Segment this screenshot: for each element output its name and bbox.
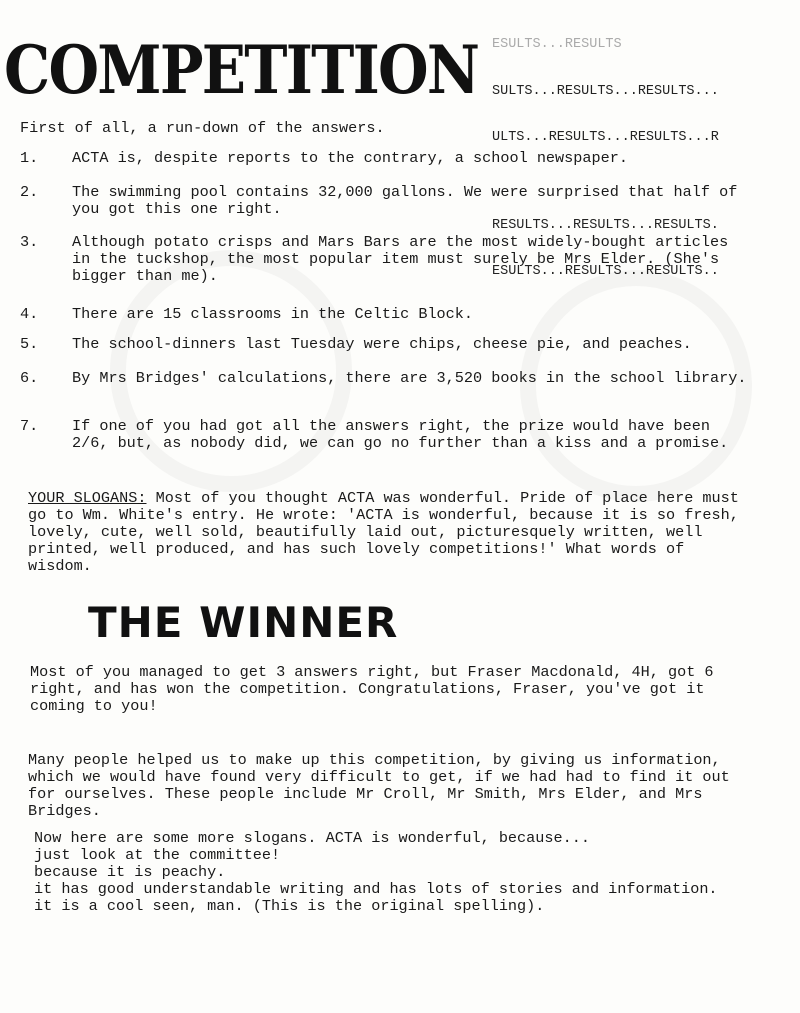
answer-text: By Mrs Bridges' calculations, there are 3,520 books in the school library. xyxy=(72,369,747,387)
answer-number: 5. xyxy=(20,335,39,353)
intro-text: First of all, a run-down of the answers. xyxy=(20,119,385,137)
answer-item xyxy=(20,150,750,167)
slogan-line: just look at the committee! xyxy=(34,846,281,864)
results-line: ESULTS...RESULTS xyxy=(492,37,622,52)
answer-number: 1. xyxy=(20,149,39,167)
slogans-text: Most of you thought ACTA was wonderful. Pride of place here must go to Wm. White's entry. He wrote: 'ACTA is wonderful, because it is so fresh, lovely, cute, well sold, beautifully laid out, picturesquely written, well printed, well produced, and has such lovely competitions!' What words of wisdom. xyxy=(28,489,739,575)
slogans-paragraph xyxy=(28,490,748,575)
results-line: SULTS...RESULTS...RESULTS... xyxy=(492,83,719,99)
answer-number: 6. xyxy=(20,369,39,387)
results-line: RESULTS...RESULTS...RESULTS. xyxy=(492,217,719,233)
winner-text: Most of you managed to get 3 answers right, but Fraser Macdonald, 4H, got 6 right, and has won the competition. Congratulations, Fraser, you've got it coming to you! xyxy=(30,663,714,715)
slogan-line: because it is peachy. xyxy=(34,863,226,881)
answer-number: 7. xyxy=(20,417,39,435)
answer-item xyxy=(20,336,750,353)
slogans-label: YOUR SLOGANS: xyxy=(28,489,147,507)
slogan-line: it is a cool seen, man. (This is the original spelling). xyxy=(34,897,545,915)
answer-text: The school-dinners last Tuesday were chips, cheese pie, and peaches. xyxy=(72,335,692,353)
slogan-line: Now here are some more slogans. ACTA is wonderful, because... xyxy=(34,829,590,847)
answer-item xyxy=(20,418,750,452)
answer-number: 4. xyxy=(20,305,39,323)
answer-text: ACTA is, despite reports to the contrary, a school newspaper. xyxy=(72,149,628,167)
winner-heading: THE WINNER xyxy=(88,598,399,647)
more-slogans xyxy=(34,830,764,915)
answer-text: If one of you had got all the answers right, the prize would have been 2/6, but, as nobody did, we can go no further than a kiss and a promise. xyxy=(72,417,729,452)
helpers-paragraph: Many people helped us to make up this competition, by giving us information, which we would have found very difficult to get, if we had had to find it out for ourselves. These people include Mr Croll, Mr Smith, Mrs Elder, and Mrs Bridges. xyxy=(28,751,730,820)
page-title: COMPETITION xyxy=(4,31,479,109)
answer-text: There are 15 classrooms in the Celtic Block. xyxy=(72,305,474,323)
answer-item xyxy=(20,234,750,285)
answer-item xyxy=(20,306,750,323)
results-line: ULTS...RESULTS...RESULTS...R xyxy=(492,130,719,145)
results-line: ESULTS...RESULTS...RESULTS.. xyxy=(492,264,719,279)
answer-number: 3. xyxy=(20,233,39,251)
answer-text: The swimming pool contains 32,000 gallons. We were surprised that half of you got this one right. xyxy=(72,183,738,218)
answer-number: 2. xyxy=(20,183,39,201)
answer-item xyxy=(20,184,750,218)
answer-item xyxy=(20,370,750,387)
answer-text: Although potato crisps and Mars Bars are the most widely-bought articles in the tuckshop, the most popular item must surely be Mrs Elder. (She's bigger than me). xyxy=(72,233,729,285)
slogan-line: it has good understandable writing and has lots of stories and information. xyxy=(34,880,718,898)
